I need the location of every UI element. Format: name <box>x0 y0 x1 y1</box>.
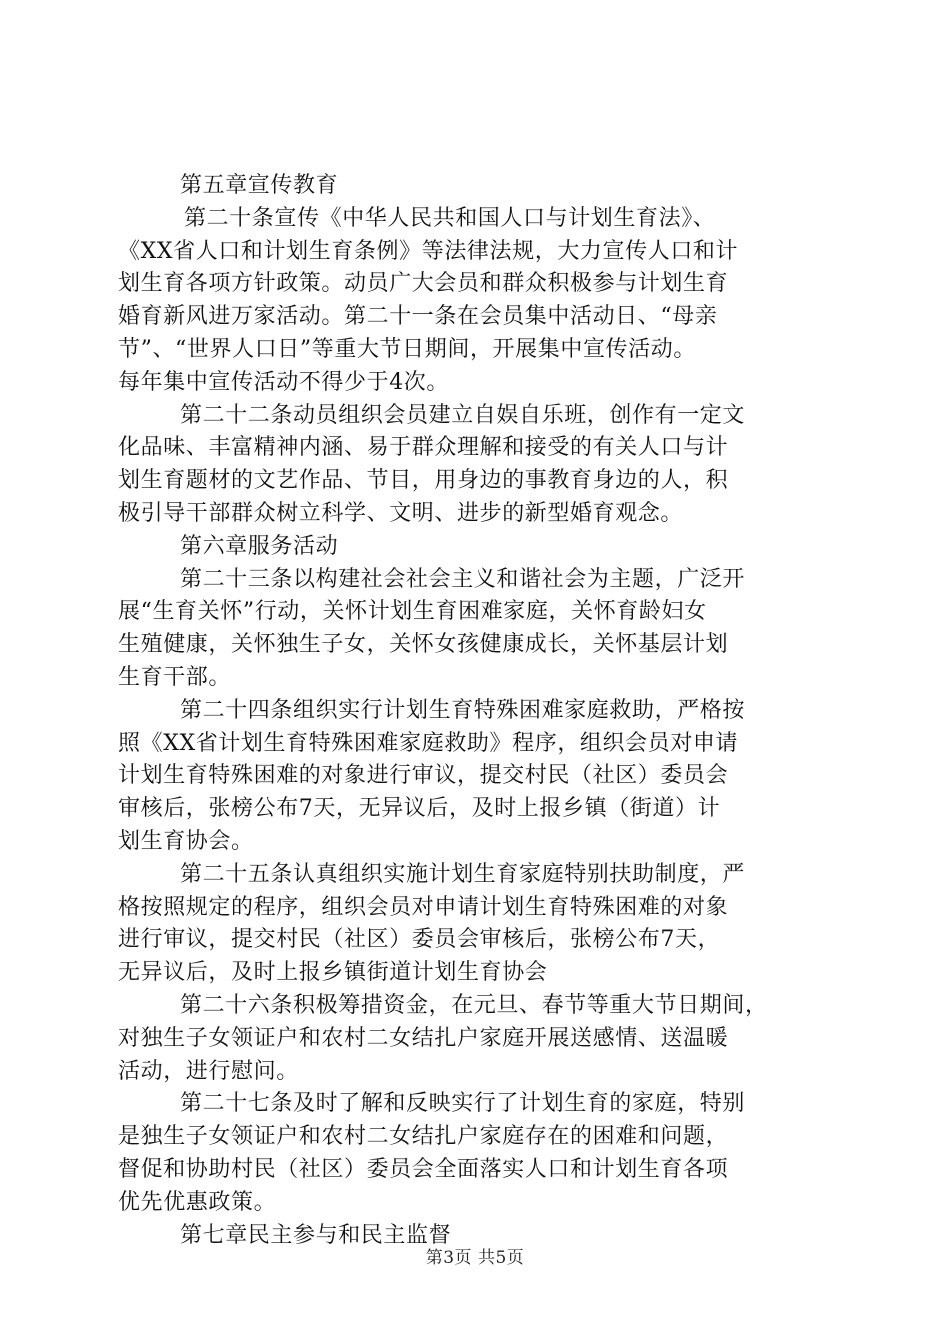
paragraph-line: 生育干部。 <box>118 664 232 690</box>
paragraph-line: 对独生子女领证户和农村二女结扎户家庭开展送感情、送温暖 <box>118 1025 729 1051</box>
paragraph-line: 格按照规定的程序，组织会员对申请计划生育特殊困难的对象 <box>118 894 729 920</box>
paragraph-line: 计划生育特殊困难的对象进行审议，提交村民（社区）委员会 <box>118 763 729 789</box>
paragraph-line: 第二十二条动员组织会员建立自娱自乐班，创作有一定文 <box>180 402 746 428</box>
paragraph-line: 极引导干部群众树立科学、文明、进步的新型婚育观念。 <box>118 500 684 526</box>
document-body <box>118 170 830 1252</box>
paragraph-line: 第二十六条积极筹措资金，在元旦、春节等重大节日期间， <box>180 992 768 1018</box>
paragraph-line: 督促和协助村民（社区）委员会全面落实人口和计划生育各项 <box>118 1156 729 1182</box>
paragraph-line: 展“生育关怀”行动，关怀计划生育困难家庭，关怀育龄妇女 <box>118 599 707 625</box>
paragraph-line: 活动，进行慰问。 <box>118 1058 299 1084</box>
chapter-heading: 第六章服务活动 <box>180 533 339 559</box>
paragraph-line: 无异议后，及时上报乡镇街道计划生育协会 <box>118 960 548 986</box>
paragraph-line: 划生育协会。 <box>118 828 254 854</box>
paragraph-line: 优先优惠政策。 <box>118 1189 277 1215</box>
paragraph-line: 第二十五条认真组织实施计划生育家庭特别扶助制度，严 <box>180 861 746 887</box>
paragraph-line: 审核后，张榜公布7天，无异议后，及时上报乡镇（街道）计 <box>118 796 721 822</box>
paragraph-line: 婚育新风进万家活动。第二十一条在会员集中活动日、“母亲 <box>118 304 718 330</box>
paragraph-line: 划生育题材的文艺作品、节目，用身边的事教育身边的人，积 <box>118 468 729 494</box>
paragraph-line: 第二十三条以构建社会社会主义和谐社会为主题，广泛开 <box>180 566 746 592</box>
paragraph-line: 节”、“世界人口日”等重大节日期间，开展集中宣传活动。 <box>118 336 696 362</box>
paragraph-line: 进行审议，提交村民（社区）委员会审核后，张榜公布7天， <box>118 927 721 953</box>
paragraph-line: 是独生子女领证户和农村二女结扎户家庭存在的困难和问题， <box>118 1124 729 1150</box>
paragraph-line: 第二十条宣传《中华人民共和国人口与计划生育法》、 <box>184 205 716 231</box>
paragraph-line: 第二十七条及时了解和反映实行了计划生育的家庭，特别 <box>180 1091 746 1117</box>
chapter-heading: 第五章宣传教育 <box>180 173 339 198</box>
paragraph-line: 生殖健康，关怀独生子女，关怀女孩健康成长，关怀基层计划 <box>118 632 729 658</box>
paragraph-line: 《XX省人口和计划生育条例》等法律法规，大力宣传人口和计 <box>118 238 739 264</box>
chapter-heading: 第七章民主参与和民主监督 <box>180 1222 452 1248</box>
paragraph-line: 化品味、丰富精神内涵、易于群众理解和接受的有关人口与计 <box>118 435 729 461</box>
paragraph-line: 第二十四条组织实行计划生育特殊困难家庭救助，严格按 <box>180 697 746 723</box>
paragraph-line: 照《XX省计划生育特殊困难家庭救助》程序，组织会员对申请 <box>118 730 739 756</box>
paragraph-line: 划生育各项方针政策。动员广大会员和群众积极参与计划生育 <box>118 271 729 297</box>
paragraph-line: 每年集中宣传活动不得少于4次。 <box>118 369 449 395</box>
page-number: 第3页 共5页 <box>425 1248 525 1268</box>
